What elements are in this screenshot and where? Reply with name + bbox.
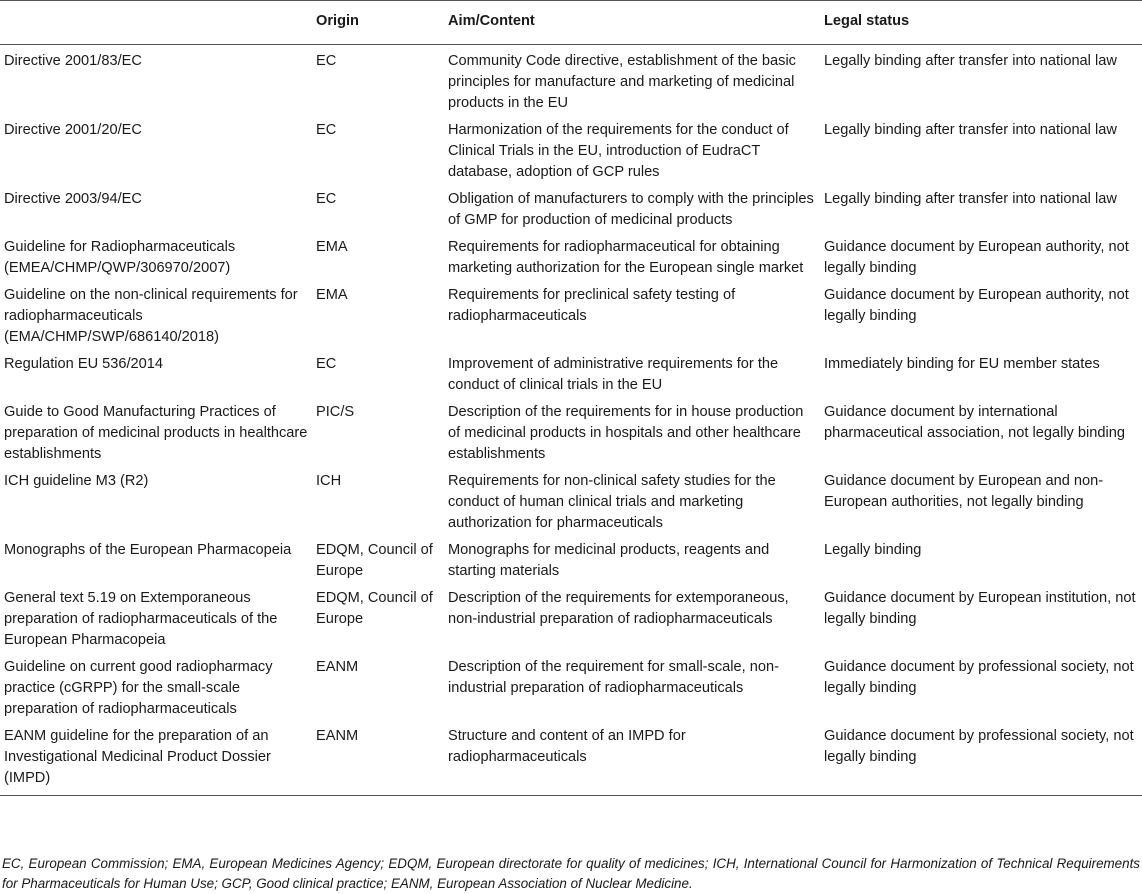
cell-origin: EC [316,191,337,207]
cell-origin: EDQM, Council of Europe [316,542,433,579]
cell-aim-content: Description of the requirements for in house production of medicinal products in hospitals and other healthcare establishments [448,404,804,462]
cell-origin: EDQM, Council of Europe [316,590,433,627]
cell-aim-content: Monographs for medicinal products, reagents and starting materials [448,542,770,579]
cell-document: EANM guideline for the preparation of an Investigational Medicinal Product Dossier (IMPD) [0,720,312,796]
cell-document: Directive 2003/94/EC [4,191,142,207]
cell-document: Guideline on current good radiopharmacy practice (cGRPP) for the small-scale preparation of radiopharmaceuticals [4,659,273,717]
cell-aim-content: Requirements for preclinical safety testing of radiopharmaceuticals [448,287,736,324]
cell-aim-content: Harmonization of the requirements for the conduct of Clinical Trials in the EU, introduction of EudraCT database, adoption of GCP rules [448,122,789,180]
table-row [0,720,1142,796]
header-aim-content: Aim/Content [444,1,820,45]
cell-aim-content: Obligation of manufacturers to comply with the principles of GMP for production of medicinal products [448,191,814,228]
cell-origin: EMA [316,239,348,255]
header-row [0,1,1142,45]
cell-legal-status: Guidance document by professional society, not legally binding [820,720,1142,796]
cell-document: Regulation EU 536/2014 [4,356,164,372]
cell-origin: EC [316,356,337,372]
table-row [0,582,1142,651]
cell-legal-status: Immediately binding for EU member states [824,356,1100,372]
cell-origin: EC [316,122,337,138]
cell-legal-status: Guidance document by European institution, not legally binding [824,590,1136,627]
table-row [0,114,1142,183]
table-header [0,1,1142,45]
cell-document: Directive 2001/83/EC [4,53,142,69]
cell-aim-content: Description of the requirements for extemporaneous, non-industrial preparation of radiopharmaceuticals [448,590,789,627]
cell-origin: EC [316,53,337,69]
table-row [0,348,1142,396]
table-body [0,45,1142,796]
cell-origin: ICH [316,473,342,489]
table-row [0,465,1142,534]
cell-legal-status: Guidance document by European authority, not legally binding [824,239,1129,276]
cell-document: ICH guideline M3 (R2) [4,473,149,489]
cell-legal-status: Guidance document by European and non-European authorities, not legally binding [824,473,1104,510]
cell-origin: PIC/S [316,404,355,420]
cell-aim-content: Description of the requirement for small-scale, non-industrial preparation of radiopharmaceuticals [448,659,779,696]
cell-legal-status: Guidance document by international pharmaceutical association, not legally binding [824,404,1125,441]
cell-aim-content: Community Code directive, establishment of the basic principles for manufacture and marketing of medicinal products in the EU [448,53,796,111]
cell-aim-content: Requirements for non-clinical safety studies for the conduct of human clinical trials and marketing authorization for pharmaceuticals [448,473,776,531]
cell-document: Guideline for Radiopharmaceuticals (EMEA/CHMP/QWP/306970/2007) [4,239,236,276]
cell-document: Directive 2001/20/EC [4,122,142,138]
cell-document: Monographs of the European Pharmacopeia [4,542,292,558]
cell-origin: EANM [316,659,359,675]
header-legal-status: Legal status [820,1,1142,45]
cell-legal-status: Legally binding after transfer into national law [824,122,1117,138]
table-row [0,396,1142,465]
header-document [0,1,312,45]
table-row [0,45,1142,115]
cell-legal-status: Guidance document by professional society, not legally binding [824,659,1134,696]
cell-aim-content: Requirements for radiopharmaceutical for obtaining marketing authorization for the European single market [448,239,804,276]
cell-document: Guide to Good Manufacturing Practices of preparation of medicinal products in healthcare establishments [4,404,308,462]
cell-document: General text 5.19 on Extemporaneous preparation of radiopharmaceuticals of the European Pharmacopeia [4,590,278,648]
header-origin: Origin [312,1,444,45]
table-footnote: EC, European Commission; EMA, European Medicines Agency; EDQM, European directorate for quality of medicines; ICH, International Council for Harmonization of Technical Requirements for Pharmaceuticals for Human Use; GCP, Good clinical practice; EANM, European Association of Nuclear Medicine. [2,856,1140,891]
cell-legal-status: Legally binding [824,542,922,558]
cell-legal-status: Legally binding after transfer into national law [824,191,1117,207]
table-row [0,183,1142,231]
cell-aim-content: Structure and content of an IMPD for radiopharmaceuticals [444,720,820,796]
cell-document: Guideline on the non-clinical requirements for radiopharmaceuticals (EMA/CHMP/SWP/686140/2018) [4,287,298,345]
cell-origin: EANM [312,720,444,796]
table-row [0,279,1142,348]
table-row [0,231,1142,279]
cell-origin: EMA [316,287,348,303]
table-row [0,534,1142,582]
cell-aim-content: Improvement of administrative requirements for the conduct of clinical trials in the EU [448,356,779,393]
table-row [0,651,1142,720]
cell-legal-status: Legally binding after transfer into national law [824,53,1117,69]
cell-legal-status: Guidance document by European authority, not legally binding [824,287,1129,324]
